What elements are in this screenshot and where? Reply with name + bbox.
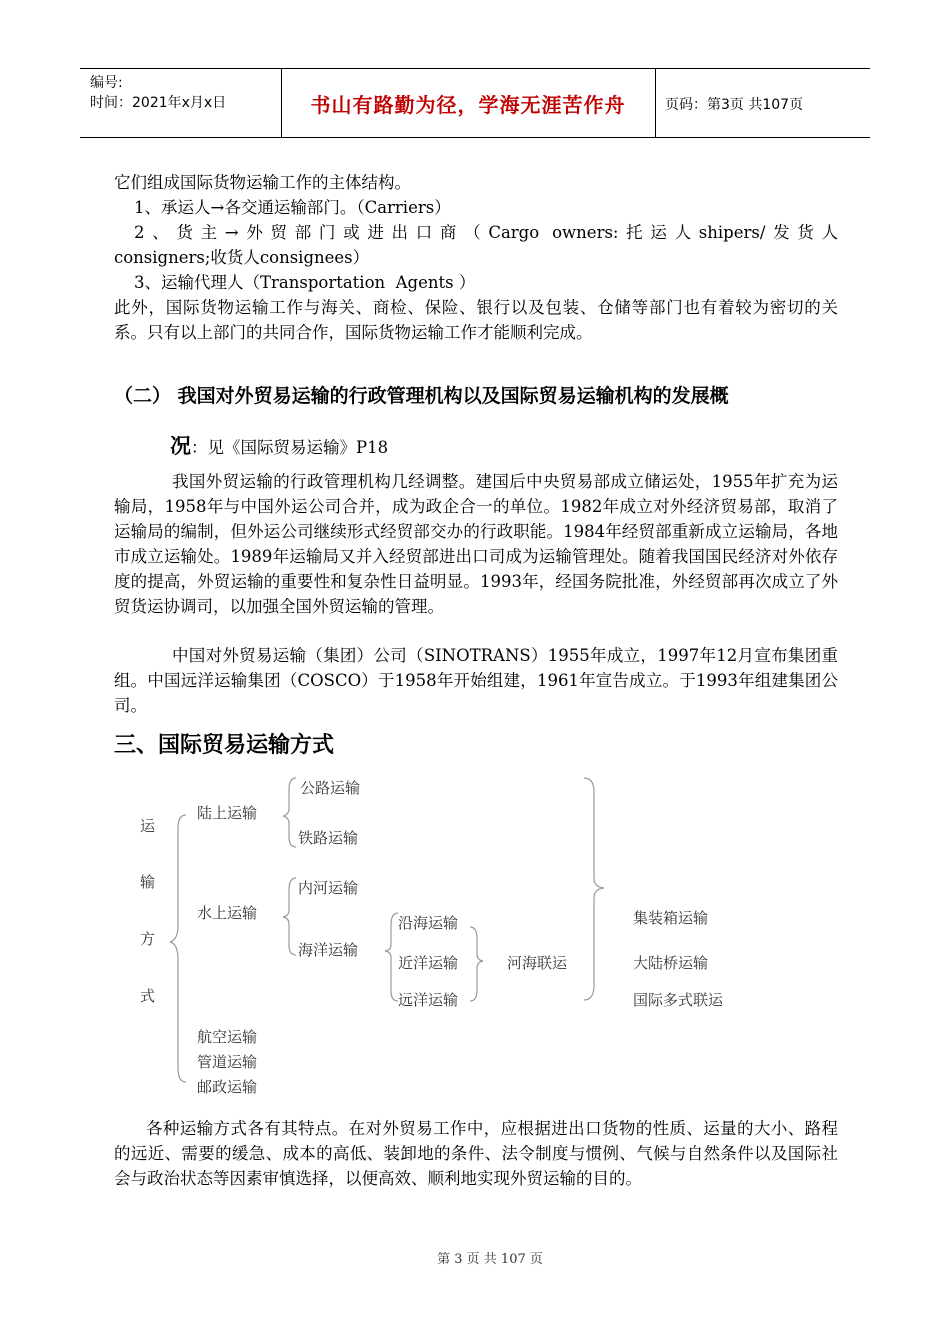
diagram-node-air: 航空运输 [197, 1028, 258, 1046]
diagram-node-far-sea: 远洋运输 [398, 991, 459, 1009]
brace-land [283, 778, 296, 847]
closing-paragraph: 各种运输方式各有其特点。在对外贸易工作中，应根据进出口货物的性质、运量的大小、路程的远近、需要的缓急、成本的高低、装卸地的条件、法令制度与惯例、气候与自然条件以及国际社会与政治状态等因素审慎选择，以便高效、顺利地实现外贸运输的目的。 [114, 1119, 838, 1188]
section-2-paragraph-1: 我国外贸运输的行政管理机构几经调整。建国后中央贸易部成立储运处，1955年扩充为运输局，1958年与中国外运公司合并，成为政企合一的单位。1982年成立对外经济贸易部，取消了运输局的编制，但外运公司继续形式经贸部交办的行政职能。1984年经贸部重新成立运输局，各地市成立运输处。1989年运输局又并入经贸部进出口司成为运输管理处。随着我国国民经济对外依存度的提高，外贸运输的重要性和复杂性日益明显。1993年，经国务院批准，外经贸部再次成立了外贸货运协调司，以加强全国外贸运输的管理。 [114, 472, 838, 616]
header-motto: 书山有路勤为径，学海无涯苦作舟 [310, 93, 626, 117]
intro-paragraph: 此外，国际货物运输工作与海关、商检、保险、银行以及包装、仓储等部门也有着较为密切的关系。只有以上部门的共同合作，国际货物运输工作才能顺利完成。 [114, 298, 838, 342]
diagram-node-water: 水上运输 [197, 904, 258, 922]
intro-line: 它们组成国际货物运输工作的主体结构。 [114, 173, 411, 192]
time-label: 时间：2021年x月x日 [90, 95, 227, 111]
intro-item-1: 1、承运人→各交通运输部门。（Carriers） [134, 198, 451, 217]
section-2-reference: ：见《国际贸易运输》P18 [191, 438, 389, 457]
diagram-root-char: 运 [140, 817, 156, 835]
diagram-root-char: 式 [140, 987, 156, 1005]
section-2-title: （二） 我国对外贸易运输的行政管理机构以及国际贸易运输机构的发展概 [114, 385, 729, 407]
diagram-node-inland: 内河运输 [298, 879, 359, 897]
brace-river-sea [470, 927, 483, 1001]
brace-root [170, 815, 186, 1082]
diagram-root-char: 方 [140, 930, 156, 948]
brace-water [283, 878, 296, 955]
diagram-node-coastal: 沿海运输 [398, 914, 459, 932]
diagram-node-road: 公路运输 [300, 779, 361, 797]
diagram-node-land-bridge: 大陆桥运输 [633, 954, 709, 972]
diagram-node-pipeline: 管道运输 [197, 1053, 258, 1071]
page-footer: 第 3 页 共 107 页 [437, 1252, 543, 1267]
diagram-node-river-sea: 河海联运 [507, 954, 568, 972]
section-2-title-bold: 况 [170, 434, 191, 458]
diagram-node-multimodal: 国际多式联运 [633, 991, 724, 1009]
diagram-node-ocean: 海洋运输 [298, 941, 359, 959]
number-label: 编号: [90, 75, 123, 91]
diagram-node-near-sea: 近洋运输 [398, 954, 459, 972]
intro-item-2-cont: consigners;收货人consignees） [114, 248, 370, 267]
diagram-node-container: 集装箱运输 [633, 909, 709, 927]
header-page-info: 页码：第3页 共107页 [665, 97, 804, 113]
diagram-node-land: 陆上运输 [197, 804, 258, 822]
section-2-paragraph-2: 中国对外贸易运输（集团）公司（SINOTRANS）1955年成立，1997年12月宣布集团重组。中国远洋运输集团（COSCO）于1958年开始组建，1961年宣告成立。于1993年组建集团公司。 [114, 646, 838, 715]
intro-item-2: 2、货主→外贸部门或进出口商（Cargo owners:托运人shipers/发货人 [134, 223, 838, 242]
intro-item-3: 3、运输代理人（Transportation Agents ） [134, 273, 476, 292]
brace-ocean [385, 913, 398, 1001]
section-3-title: 三、国际贸易运输方式 [114, 733, 335, 758]
diagram-node-rail: 铁路运输 [298, 829, 359, 847]
brace-advanced [584, 778, 604, 1000]
diagram-root-char: 输 [140, 873, 156, 891]
diagram-node-postal: 邮政运输 [197, 1078, 258, 1096]
